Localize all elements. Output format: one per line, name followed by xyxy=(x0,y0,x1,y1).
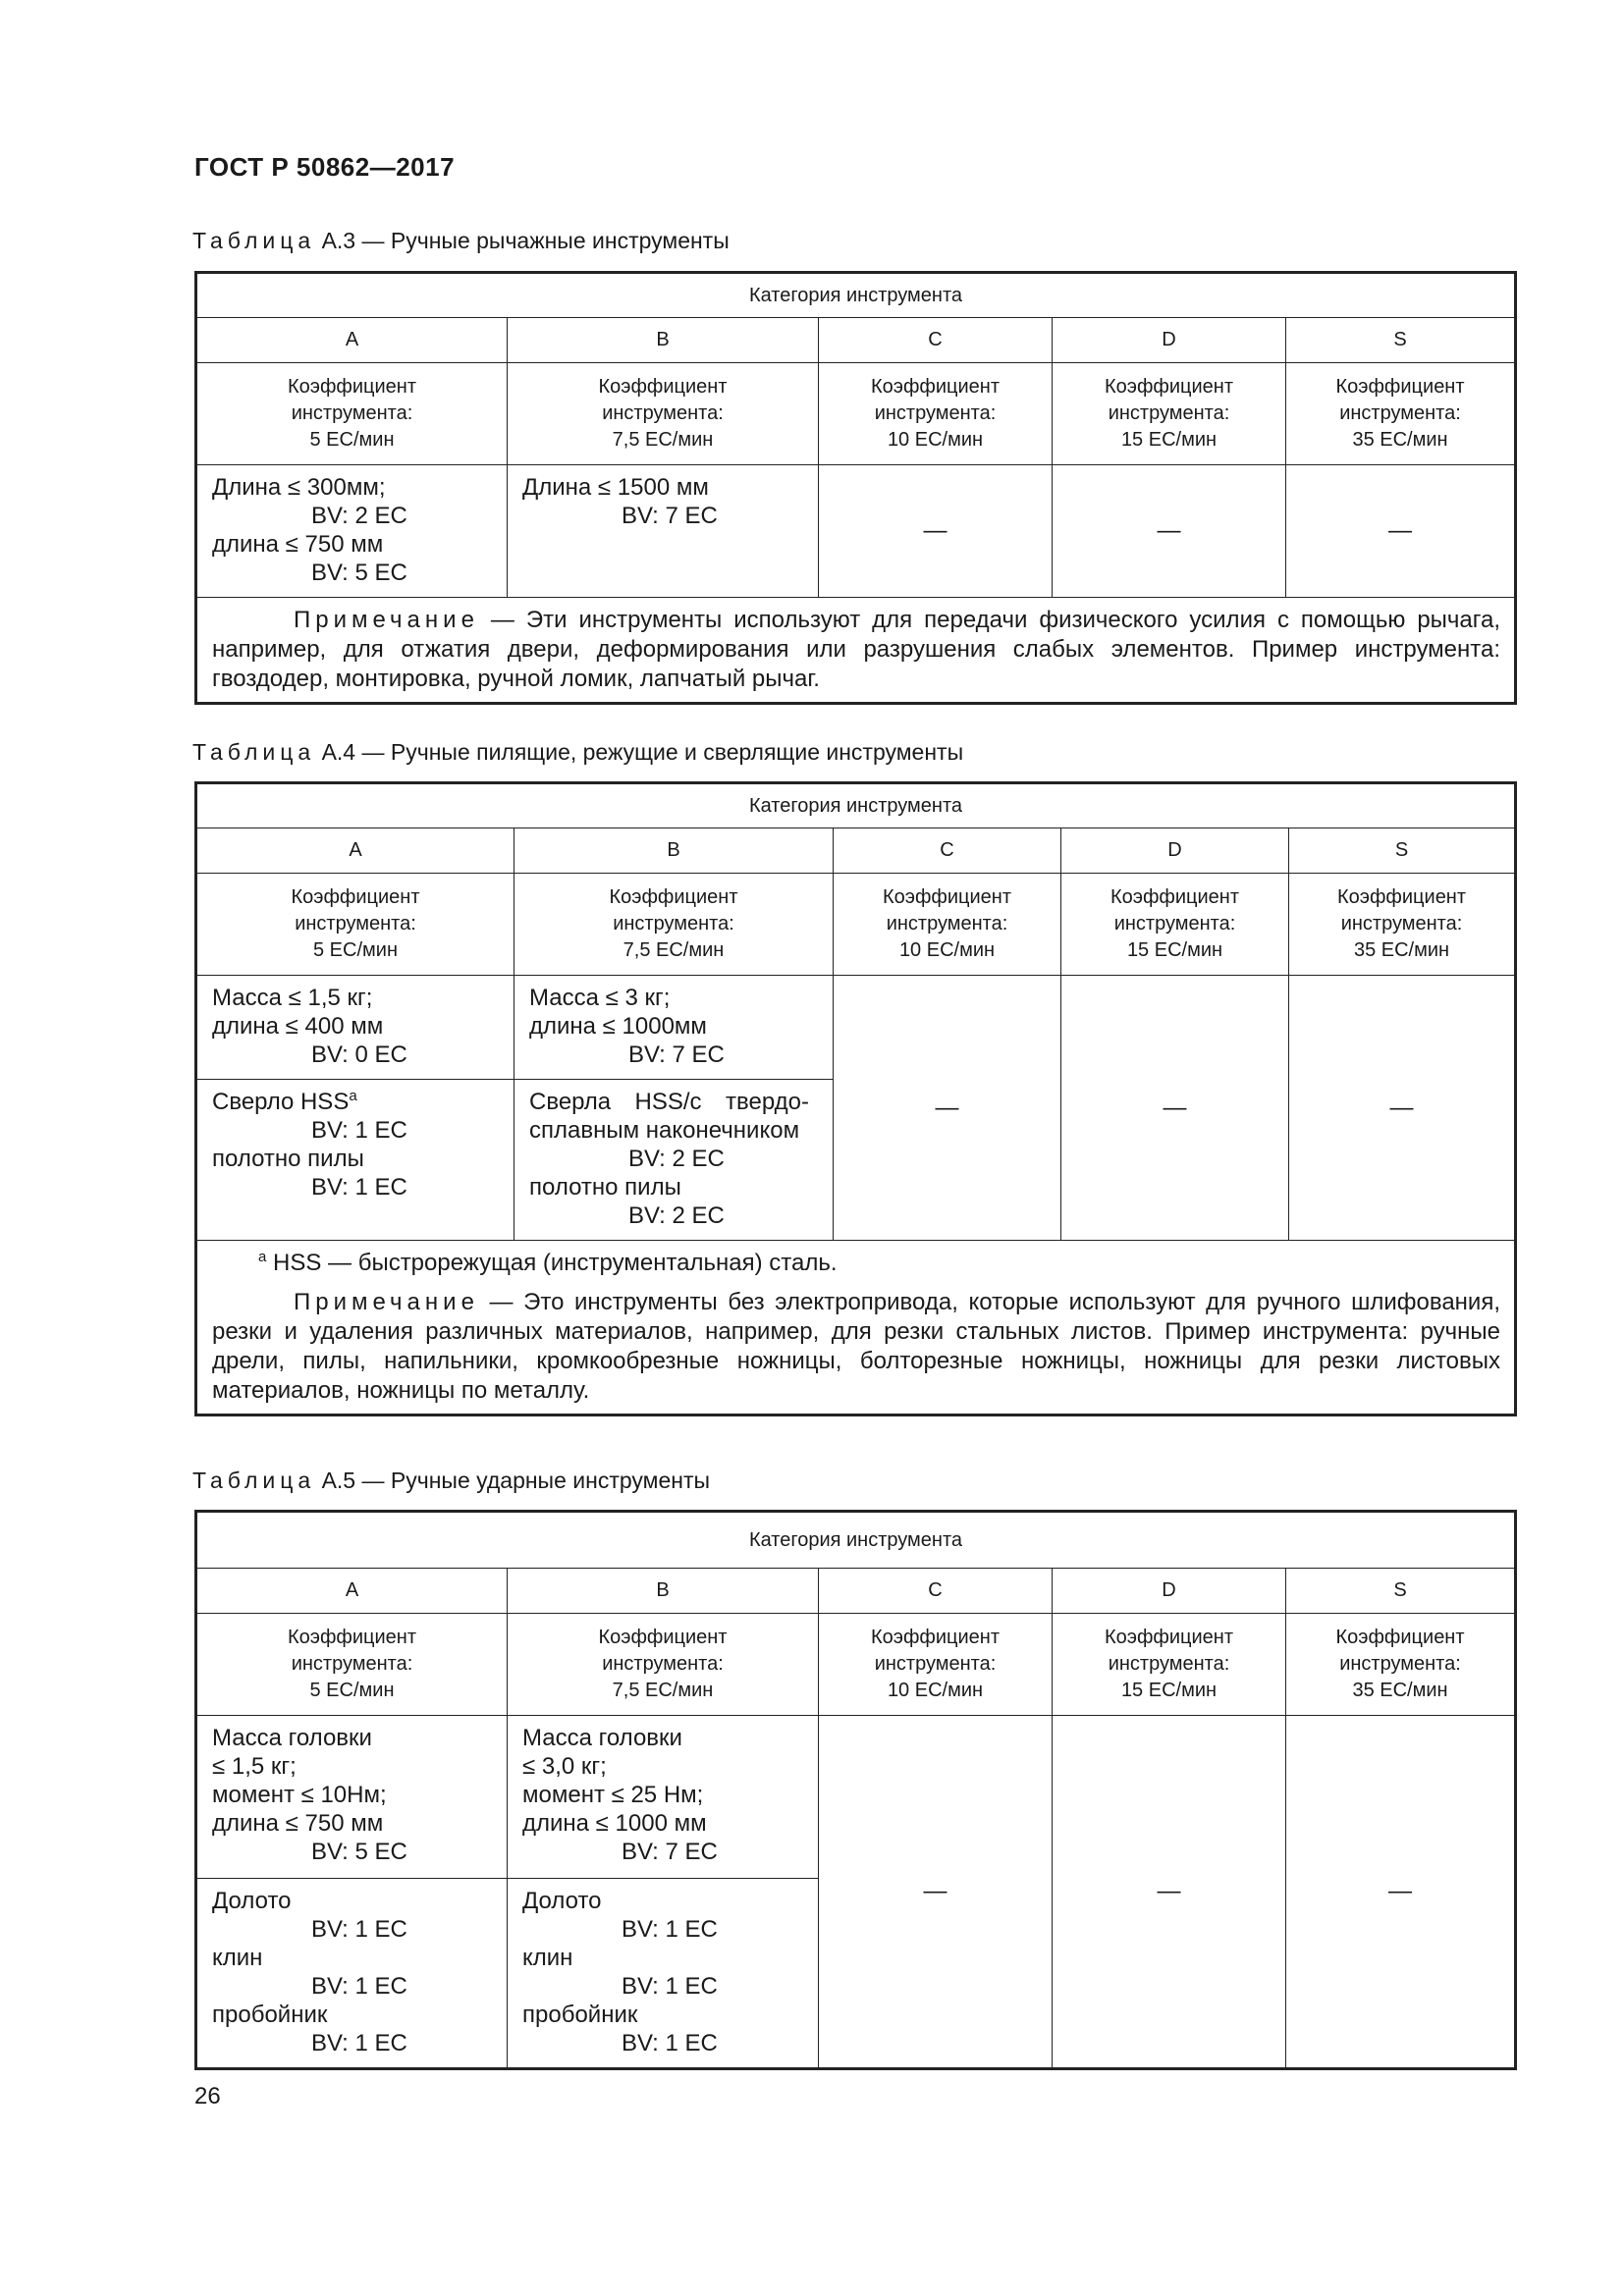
coef-s: Коэффициент инструмента: 35 ЕС/мин xyxy=(1289,874,1516,976)
category-s: S xyxy=(1286,318,1516,363)
table-a5-row1-b: Масса головки ≤ 3,0 кг; момент ≤ 25 Нм; длина ≤ 1000 мм BV: 7 ЕС xyxy=(508,1716,819,1879)
table-a5-cell-s: — xyxy=(1286,1716,1516,2069)
category-header: Категория инструмента xyxy=(196,783,1516,828)
table-a4 xyxy=(194,781,1517,1416)
caption-prefix: Таблица xyxy=(192,228,316,253)
table-a4-footnote: $^a$ HSS — быстрорежущая (инструментальная) сталь. xyxy=(258,1249,838,1276)
table-a3-cell-c: — xyxy=(819,465,1053,598)
caption-title: А.4 — Ручные пилящие, режущие и сверлящие инструменты xyxy=(321,739,964,765)
caption-prefix: Таблица xyxy=(192,739,316,765)
table-a4-caption xyxy=(192,739,963,766)
coef-b: Коэффициент инструмента: 7,5 ЕС/мин xyxy=(508,363,819,465)
table-a4-row2-b: Сверла HSS/с твердо- сплавным наконечником BV: 2 ЕС полотно пилы BV: 2 ЕС xyxy=(514,1080,834,1241)
table-a3-cell-a: Длина ≤ 300мм; BV: 2 ЕС длина ≤ 750 мм BV: 5 ЕС xyxy=(196,465,508,598)
table-a5-row2-b: Долото BV: 1 ЕС клин BV: 1 ЕС пробойник BV: 1 ЕС xyxy=(508,1879,819,2069)
coef-d: Коэффициент инструмента: 15 ЕС/мин xyxy=(1053,363,1286,465)
category-b: B xyxy=(508,318,819,363)
category-s: S xyxy=(1286,1569,1516,1614)
category-d: D xyxy=(1061,828,1289,874)
category-d: D xyxy=(1053,318,1286,363)
coef-b: Коэффициент инструмента: 7,5 ЕС/мин xyxy=(508,1614,819,1716)
category-c: C xyxy=(819,318,1053,363)
caption-title: А.3 — Ручные рычажные инструменты xyxy=(321,228,730,253)
table-a4-row2-a: Сверло HSS$^a$ BV: 1 ЕС полотно пилы BV: 1 ЕС xyxy=(196,1080,514,1241)
coef-c: Коэффициент инструмента: 10 ЕС/мин xyxy=(834,874,1061,976)
category-d: D xyxy=(1053,1569,1286,1614)
category-header: Категория инструмента xyxy=(196,273,1516,318)
category-b: B xyxy=(508,1569,819,1614)
table-a3-cell-d: — xyxy=(1053,465,1286,598)
coef-d: Коэффициент инструмента: 15 ЕС/мин xyxy=(1053,1614,1286,1716)
coef-b: Коэффициент инструмента: 7,5 ЕС/мин xyxy=(514,874,834,976)
coef-a: Коэффициент инструмента: 5 ЕС/мин xyxy=(196,363,508,465)
table-a4-cell-d: — xyxy=(1061,976,1289,1241)
category-s: S xyxy=(1289,828,1516,874)
table-a5 xyxy=(194,1510,1517,2070)
table-a4-notes xyxy=(196,1241,1516,1415)
category-a: A xyxy=(196,318,508,363)
category-a: A xyxy=(196,828,514,874)
table-a4-cell-c: — xyxy=(834,976,1061,1241)
coef-a: Коэффициент инструмента: 5 ЕС/мин xyxy=(196,874,514,976)
coef-s: Коэффициент инструмента: 35 ЕС/мин xyxy=(1286,363,1516,465)
category-c: C xyxy=(819,1569,1053,1614)
table-a4-cell-s: — xyxy=(1289,976,1516,1241)
table-a5-row2-a: Долото BV: 1 ЕС клин BV: 1 ЕС пробойник BV: 1 ЕС xyxy=(196,1879,508,2069)
caption-prefix: Таблица xyxy=(192,1468,316,1493)
table-a4-row1-b: Масса ≤ 3 кг; длина ≤ 1000мм BV: 7 ЕС xyxy=(514,976,834,1080)
coef-d: Коэффициент инструмента: 15 ЕС/мин xyxy=(1061,874,1289,976)
category-a: A xyxy=(196,1569,508,1614)
category-b: B xyxy=(514,828,834,874)
table-a5-row1-a: Масса головки ≤ 1,5 кг; момент ≤ 10Нм; длина ≤ 750 мм BV: 5 ЕС xyxy=(196,1716,508,1879)
caption-title: А.5 — Ручные ударные инструменты xyxy=(321,1468,711,1493)
table-a5-cell-d: — xyxy=(1053,1716,1286,2069)
coef-a: Коэффициент инструмента: 5 ЕС/мин xyxy=(196,1614,508,1716)
table-a5-cell-c: — xyxy=(819,1716,1053,2069)
coef-s: Коэффициент инструмента: 35 ЕС/мин xyxy=(1286,1614,1516,1716)
document-id: ГОСТ Р 50862—2017 xyxy=(194,152,456,182)
table-a3-caption xyxy=(192,228,730,254)
table-a4-row1-a: Масса ≤ 1,5 кг; длина ≤ 400 мм BV: 0 ЕС xyxy=(196,976,514,1080)
table-a3 xyxy=(194,271,1517,705)
coef-c: Коэффициент инструмента: 10 ЕС/мин xyxy=(819,363,1053,465)
category-c: C xyxy=(834,828,1061,874)
table-a3-cell-b: Длина ≤ 1500 мм BV: 7 ЕС xyxy=(508,465,819,598)
coef-c: Коэффициент инструмента: 10 ЕС/мин xyxy=(819,1614,1053,1716)
page-number: 26 xyxy=(194,2083,221,2109)
table-a5-caption xyxy=(192,1468,710,1494)
table-a4-note: Примечание — Это инструменты без электропривода, которые используют для ручного шлифования, резки и удаления различных материалов, например, для резки стальных листов. Пример инструмента: ручные дрели, пилы, напильники, кромкообрезные ножницы, болторезные ножницы, ножницы для резки листовых материалов, ножницы по металлу. xyxy=(212,1289,1501,1404)
table-a3-cell-s: — xyxy=(1286,465,1516,598)
table-a3-note: Примечание — Эти инструменты используют для передачи физического усилия с помощью рычага, например, для отжатия двери, деформирования или разрушения слабых элементов. Пример инструмента: гвоздодер, монтировка, ручной ломик, лапчатый рычаг. xyxy=(196,598,1516,704)
category-header: Категория инструмента xyxy=(196,1512,1516,1569)
